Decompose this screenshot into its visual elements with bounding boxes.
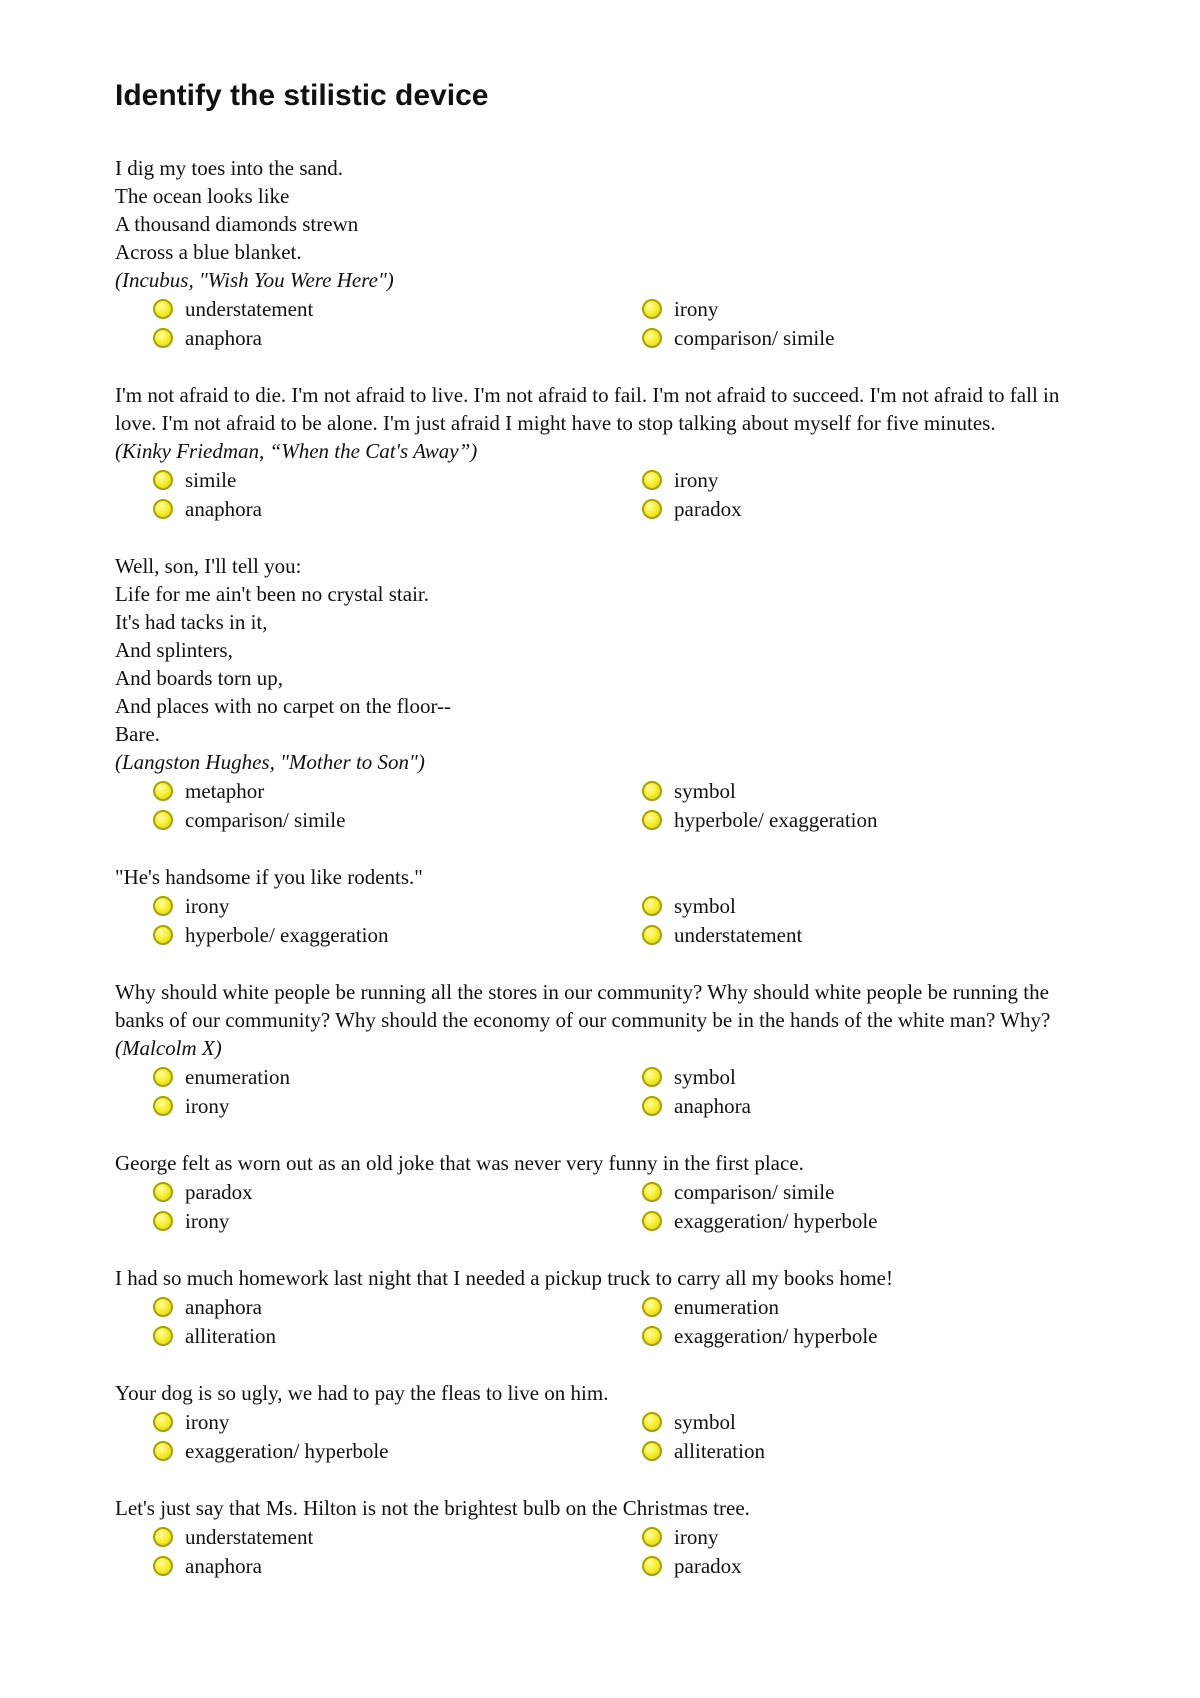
radio-button-icon[interactable]: [642, 1441, 662, 1461]
answer-option[interactable]: [153, 1091, 642, 1120]
answer-option[interactable]: [642, 1206, 1062, 1235]
answer-option[interactable]: [642, 465, 1062, 494]
answer-option-label: symbol: [674, 1064, 736, 1089]
answer-option[interactable]: [642, 1091, 1062, 1120]
radio-button-icon[interactable]: [642, 499, 662, 519]
answer-options: [115, 1292, 1100, 1350]
question-text: I'm not afraid to die. I'm not afraid to live. I'm not afraid to fail. I'm not afraid to succeed. I'm not afraid to fall in love. I'm not afraid to be alone. I'm just afraid I might have to stop talking about myself for five minutes.: [115, 383, 1060, 435]
answer-option-label: understatement: [674, 922, 803, 947]
radio-button-icon[interactable]: [153, 1096, 173, 1116]
radio-button-icon[interactable]: [153, 1441, 173, 1461]
radio-button-icon[interactable]: [153, 925, 173, 945]
radio-button-icon[interactable]: [153, 1182, 173, 1202]
answer-options: [115, 465, 1100, 523]
radio-button-icon[interactable]: [642, 1412, 662, 1432]
answer-option[interactable]: [642, 494, 1062, 523]
radio-button-icon[interactable]: [642, 328, 662, 348]
answer-option-label: anaphora: [185, 1294, 262, 1319]
question-text-line: I had so much homework last night that I needed a pickup truck to carry all my books home!: [115, 1266, 893, 1290]
answer-option-label: exaggeration/ hyperbole: [185, 1438, 389, 1463]
page-title: Identify the stilistic device: [115, 79, 489, 112]
question-text-line: Bare.: [115, 722, 160, 746]
answer-option[interactable]: [642, 1551, 1062, 1580]
answer-option-label: symbol: [674, 1409, 736, 1434]
answer-option-label: anaphora: [185, 325, 262, 350]
question-text-line: George felt as worn out as an old joke that was never very funny in the first place.: [115, 1151, 804, 1175]
radio-button-icon[interactable]: [642, 1067, 662, 1087]
answer-option[interactable]: [153, 323, 642, 352]
question-list: [115, 154, 1100, 1580]
answer-options: [115, 1522, 1100, 1580]
answer-option-label: comparison/ simile: [674, 1179, 835, 1204]
quote-source: (Kinky Friedman, “When the Cat's Away”): [115, 439, 478, 463]
question-text-line: "He's handsome if you like rodents.": [115, 865, 423, 889]
radio-button-icon[interactable]: [642, 781, 662, 801]
answer-option[interactable]: [153, 465, 642, 494]
answer-option[interactable]: [153, 1436, 642, 1465]
answer-option-label: paradox: [674, 1553, 742, 1578]
radio-button-icon[interactable]: [642, 299, 662, 319]
question-block: [115, 978, 1100, 1120]
answer-option-label: exaggeration/ hyperbole: [674, 1323, 878, 1348]
answer-option[interactable]: [153, 1551, 642, 1580]
answer-option-label: irony: [674, 296, 719, 321]
answer-option-label: anaphora: [185, 496, 262, 521]
question-block: [115, 1494, 1100, 1580]
quote-source: (Malcolm X): [115, 1036, 222, 1060]
answer-options: [115, 1177, 1100, 1235]
answer-option-label: comparison/ simile: [674, 325, 835, 350]
answer-option-label: irony: [185, 1093, 230, 1118]
answer-option[interactable]: [153, 1407, 642, 1436]
answer-option[interactable]: [642, 1407, 1062, 1436]
answer-option-label: paradox: [674, 496, 742, 521]
question-text-line: I dig my toes into the sand.: [115, 156, 344, 180]
quote-source: (Incubus, "Wish You Were Here"): [115, 268, 394, 292]
question-block: [115, 552, 1100, 834]
radio-button-icon[interactable]: [642, 1096, 662, 1116]
question-text: Why should white people be running all the stores in our community? Why should white people be running the banks of our community? Why should the economy of our community be in the hands of the white man? Why?: [115, 980, 1051, 1032]
question-text-line: Your dog is so ugly, we had to pay the fleas to live on him.: [115, 1381, 609, 1405]
question-block: [115, 381, 1100, 523]
question-text-line: And boards torn up,: [115, 666, 283, 690]
radio-button-icon[interactable]: [642, 1297, 662, 1317]
radio-button-icon[interactable]: [642, 1326, 662, 1346]
radio-button-icon[interactable]: [153, 470, 173, 490]
question-text-line: And places with no carpet on the floor--: [115, 694, 452, 718]
radio-button-icon[interactable]: [153, 1527, 173, 1547]
radio-button-icon[interactable]: [153, 1412, 173, 1432]
radio-button-icon[interactable]: [642, 1211, 662, 1231]
radio-button-icon[interactable]: [153, 328, 173, 348]
answer-option-label: comparison/ simile: [185, 807, 346, 832]
radio-button-icon[interactable]: [642, 1556, 662, 1576]
radio-button-icon[interactable]: [153, 299, 173, 319]
radio-button-icon[interactable]: [642, 1182, 662, 1202]
answer-option-label: enumeration: [674, 1294, 779, 1319]
answer-option[interactable]: [153, 1522, 642, 1551]
radio-button-icon[interactable]: [642, 470, 662, 490]
answer-option-label: anaphora: [674, 1093, 751, 1118]
answer-option[interactable]: [153, 294, 642, 323]
answer-option-label: hyperbole/ exaggeration: [674, 807, 878, 832]
answer-option[interactable]: [153, 891, 642, 920]
answer-options: [115, 891, 1100, 949]
answer-option[interactable]: [153, 1177, 642, 1206]
answer-option-label: alliteration: [185, 1323, 276, 1348]
answer-option-label: irony: [185, 1208, 230, 1233]
answer-option-label: enumeration: [185, 1064, 290, 1089]
answer-option[interactable]: [642, 1436, 1062, 1465]
question-block: [115, 1379, 1100, 1465]
answer-option-label: symbol: [674, 778, 736, 803]
question-block: [115, 1264, 1100, 1350]
radio-button-icon[interactable]: [153, 1211, 173, 1231]
radio-button-icon[interactable]: [153, 781, 173, 801]
answer-option[interactable]: [153, 920, 642, 949]
answer-option[interactable]: [642, 920, 1062, 949]
answer-option[interactable]: [642, 323, 1062, 352]
answer-option-label: alliteration: [674, 1438, 765, 1463]
answer-option-label: understatement: [185, 1524, 314, 1549]
answer-option[interactable]: [642, 1062, 1062, 1091]
radio-button-icon[interactable]: [642, 810, 662, 830]
answer-option-label: paradox: [185, 1179, 253, 1204]
answer-option[interactable]: [153, 1062, 642, 1091]
radio-button-icon[interactable]: [642, 896, 662, 916]
question-text-line: Across a blue blanket.: [115, 240, 302, 264]
question-text-line: It's had tacks in it,: [115, 610, 268, 634]
answer-options: [115, 776, 1100, 834]
radio-button-icon[interactable]: [153, 810, 173, 830]
answer-option-label: irony: [185, 1409, 230, 1434]
answer-option[interactable]: [153, 1321, 642, 1350]
answer-option[interactable]: [153, 1292, 642, 1321]
answer-option-label: irony: [185, 893, 230, 918]
answer-option[interactable]: [642, 805, 1062, 834]
radio-button-icon[interactable]: [153, 1556, 173, 1576]
answer-option[interactable]: [153, 776, 642, 805]
answer-options: [115, 1062, 1100, 1120]
answer-option-label: symbol: [674, 893, 736, 918]
answer-option[interactable]: [153, 494, 642, 523]
answer-option[interactable]: [642, 294, 1062, 323]
answer-option[interactable]: [642, 1321, 1062, 1350]
question-text-line: And splinters,: [115, 638, 233, 662]
radio-button-icon[interactable]: [642, 1527, 662, 1547]
question-text-line: Well, son, I'll tell you:: [115, 554, 302, 578]
answer-option-label: understatement: [185, 296, 314, 321]
answer-option[interactable]: [153, 805, 642, 834]
answer-option[interactable]: [642, 1522, 1062, 1551]
answer-options: [115, 294, 1100, 352]
answer-options: [115, 1407, 1100, 1465]
radio-button-icon[interactable]: [153, 1067, 173, 1087]
question-block: [115, 1149, 1100, 1235]
answer-option[interactable]: [153, 1206, 642, 1235]
answer-option[interactable]: [642, 891, 1062, 920]
question-text-line: Let's just say that Ms. Hilton is not the brightest bulb on the Christmas tree.: [115, 1496, 750, 1520]
answer-option-label: anaphora: [185, 1553, 262, 1578]
question-block: [115, 863, 1100, 949]
question-block: [115, 154, 1100, 352]
answer-option-label: irony: [674, 467, 719, 492]
answer-option-label: irony: [674, 1524, 719, 1549]
radio-button-icon[interactable]: [153, 896, 173, 916]
answer-option-label: metaphor: [185, 778, 265, 803]
answer-option-label: simile: [185, 467, 237, 492]
radio-button-icon[interactable]: [153, 1297, 173, 1317]
radio-button-icon[interactable]: [153, 499, 173, 519]
answer-option-label: hyperbole/ exaggeration: [185, 922, 389, 947]
answer-option[interactable]: [642, 776, 1062, 805]
question-text-line: Life for me ain't been no crystal stair.: [115, 582, 430, 606]
answer-option[interactable]: [642, 1177, 1062, 1206]
radio-button-icon[interactable]: [642, 925, 662, 945]
answer-option-label: exaggeration/ hyperbole: [674, 1208, 878, 1233]
quote-source: (Langston Hughes, "Mother to Son"): [115, 750, 425, 774]
question-text-line: The ocean looks like: [115, 184, 290, 208]
worksheet: [115, 78, 1100, 1609]
answer-option[interactable]: [642, 1292, 1062, 1321]
radio-button-icon[interactable]: [153, 1326, 173, 1346]
question-text-line: A thousand diamonds strewn: [115, 212, 359, 236]
